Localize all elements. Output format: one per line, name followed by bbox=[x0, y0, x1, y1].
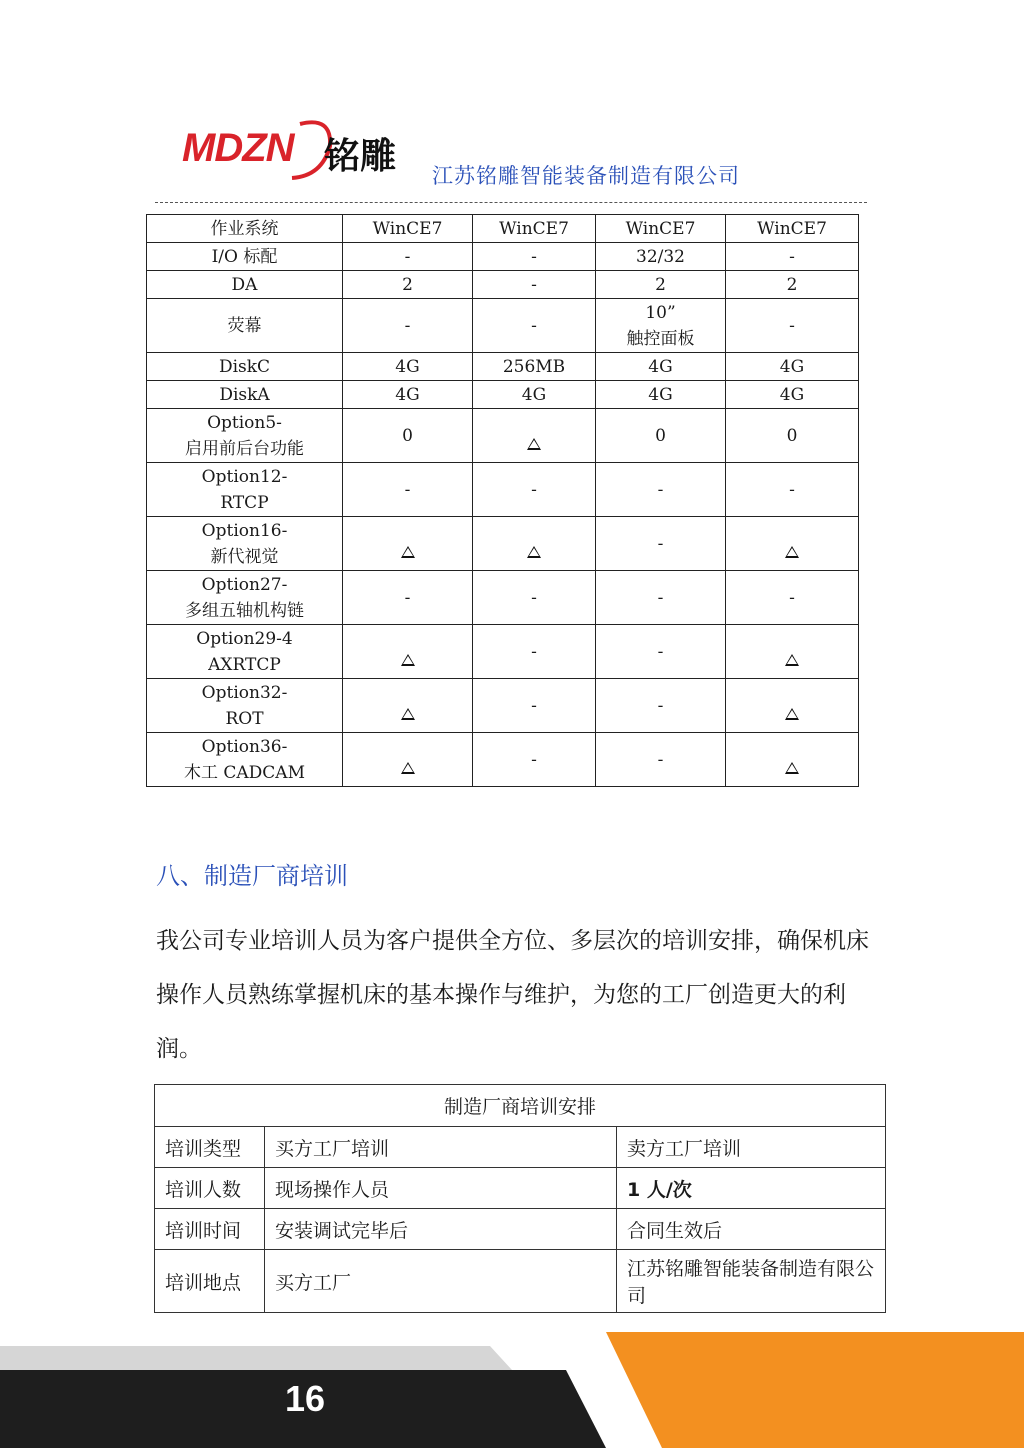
company-logo bbox=[182, 116, 412, 186]
spec-row-label bbox=[147, 733, 343, 787]
spec-row-label bbox=[147, 381, 343, 409]
spec-cell: WinCE7 bbox=[343, 215, 473, 243]
spec-label-line: 新代视觉 bbox=[210, 546, 279, 567]
spec-label-line: DA bbox=[231, 274, 258, 295]
spec-cell: 4G bbox=[596, 381, 726, 409]
training-cell: 买方工厂培训 bbox=[265, 1127, 617, 1168]
spec-row bbox=[147, 215, 859, 243]
spec-label-line: Option29-4 bbox=[196, 628, 293, 649]
spec-cell: 4G bbox=[596, 353, 726, 381]
spec-cell bbox=[473, 409, 596, 463]
training-row-label: 培训时间 bbox=[155, 1209, 265, 1250]
spec-cell: - bbox=[596, 625, 726, 679]
training-row bbox=[155, 1250, 886, 1313]
page-number: 16 bbox=[285, 1378, 326, 1419]
training-row bbox=[155, 1209, 886, 1250]
spec-label-line: Option36- bbox=[201, 736, 288, 757]
training-cell: 卖方工厂培训 bbox=[617, 1127, 886, 1168]
spec-cell: 4G bbox=[343, 353, 473, 381]
spec-cell: 0 bbox=[596, 409, 726, 463]
spec-cell: - bbox=[726, 243, 859, 271]
spec-cell bbox=[343, 733, 473, 787]
spec-label-line: AXRTCP bbox=[208, 654, 281, 675]
training-row bbox=[155, 1168, 886, 1209]
spec-label-line: Option27- bbox=[201, 574, 288, 595]
spec-label-line: Option32- bbox=[201, 682, 288, 703]
spec-row-label bbox=[147, 679, 343, 733]
logo-chinese: 铭雕 bbox=[324, 136, 397, 177]
spec-row-label bbox=[147, 271, 343, 299]
training-row-label: 培训类型 bbox=[155, 1127, 265, 1168]
spec-cell: 2 bbox=[726, 271, 859, 299]
spec-row bbox=[147, 299, 859, 353]
spec-row bbox=[147, 409, 859, 463]
spec-label-line: 启用前后台功能 bbox=[185, 438, 304, 459]
triangle-icon bbox=[401, 708, 415, 720]
triangle-icon bbox=[401, 762, 415, 774]
spec-label-line: 荧幕 bbox=[227, 315, 262, 336]
section-title: 八、制造厂商培训 bbox=[156, 862, 348, 890]
spec-cell: 2 bbox=[596, 271, 726, 299]
spec-cell: - bbox=[726, 571, 859, 625]
section-paragraph: 我公司专业培训人员为客户提供全方位、多层次的培训安排，确保机床操作人员熟练掌握机床的基本操作与维护，为您的工厂创造更大的利润。 bbox=[156, 928, 869, 1062]
spec-cell: - bbox=[473, 463, 596, 517]
spec-row bbox=[147, 243, 859, 271]
spec-cell: WinCE7 bbox=[596, 215, 726, 243]
spec-cell bbox=[343, 625, 473, 679]
spec-cell-value: 10” 触控面板 bbox=[626, 302, 695, 349]
spec-row-label bbox=[147, 571, 343, 625]
spec-row-label bbox=[147, 299, 343, 353]
spec-cell bbox=[596, 299, 726, 353]
spec-row bbox=[147, 733, 859, 787]
spec-row-label bbox=[147, 517, 343, 571]
spec-row bbox=[147, 463, 859, 517]
training-row bbox=[155, 1127, 886, 1168]
triangle-icon bbox=[401, 546, 415, 558]
spec-label-line: I/O 标配 bbox=[211, 246, 278, 267]
training-table bbox=[154, 1084, 886, 1313]
spec-cell: - bbox=[473, 571, 596, 625]
spec-cell bbox=[726, 517, 859, 571]
spec-cell: - bbox=[596, 733, 726, 787]
spec-cell: - bbox=[596, 517, 726, 571]
spec-row-label bbox=[147, 353, 343, 381]
spec-cell: 4G bbox=[343, 381, 473, 409]
spec-row-label bbox=[147, 625, 343, 679]
footer-band bbox=[0, 1330, 1024, 1448]
company-name: 江苏铭雕智能装备制造有限公司 bbox=[432, 164, 740, 188]
spec-row bbox=[147, 625, 859, 679]
spec-label-line: Option16- bbox=[201, 520, 288, 541]
training-cell: 买方工厂 bbox=[265, 1250, 617, 1313]
triangle-icon bbox=[527, 438, 541, 450]
spec-row-label bbox=[147, 409, 343, 463]
spec-label-line: 多组五轴机构链 bbox=[185, 600, 304, 621]
training-cell: 1 人/次 bbox=[617, 1168, 886, 1209]
spec-cell: 4G bbox=[473, 381, 596, 409]
spec-label-line: DiskC bbox=[218, 356, 271, 377]
footer-orange-band bbox=[606, 1332, 1024, 1448]
spec-cell: 0 bbox=[343, 409, 473, 463]
triangle-icon bbox=[785, 762, 799, 774]
training-cell: 安装调试完毕后 bbox=[265, 1209, 617, 1250]
spec-cell: 4G bbox=[726, 381, 859, 409]
spec-cell: - bbox=[473, 271, 596, 299]
triangle-icon bbox=[527, 546, 541, 558]
training-cell: 现场操作人员 bbox=[265, 1168, 617, 1209]
spec-row-label bbox=[147, 243, 343, 271]
spec-cell: 0 bbox=[726, 409, 859, 463]
spec-label-line: 木工 CADCAM bbox=[183, 762, 305, 783]
spec-cell: - bbox=[473, 299, 596, 353]
spec-label-line: ROT bbox=[225, 708, 264, 729]
spec-cell: - bbox=[343, 463, 473, 517]
spec-cell bbox=[343, 679, 473, 733]
spec-cell: - bbox=[473, 625, 596, 679]
spec-cell: - bbox=[726, 299, 859, 353]
training-table-caption: 制造厂商培训安排 bbox=[155, 1085, 886, 1127]
spec-row bbox=[147, 353, 859, 381]
spec-cell bbox=[343, 517, 473, 571]
spec-label-line: Option5- bbox=[207, 412, 282, 433]
spec-row bbox=[147, 271, 859, 299]
spec-row-label bbox=[147, 463, 343, 517]
footer-grey-strip bbox=[0, 1346, 512, 1370]
spec-cell: - bbox=[343, 571, 473, 625]
spec-label-line: 作业系统 bbox=[210, 218, 279, 239]
spec-cell: - bbox=[343, 243, 473, 271]
spec-label-line: DiskA bbox=[219, 384, 270, 405]
spec-cell: WinCE7 bbox=[726, 215, 859, 243]
spec-cell: - bbox=[596, 679, 726, 733]
training-cell: 江苏铭雕智能装备制造有限公司 bbox=[617, 1250, 886, 1313]
triangle-icon bbox=[785, 708, 799, 720]
header-divider bbox=[155, 202, 867, 203]
spec-cell: - bbox=[473, 243, 596, 271]
spec-cell: 256MB bbox=[473, 353, 596, 381]
training-row-label: 培训人数 bbox=[155, 1168, 265, 1209]
spec-cell: 2 bbox=[343, 271, 473, 299]
spec-cell: - bbox=[473, 679, 596, 733]
spec-cell: 32/32 bbox=[596, 243, 726, 271]
spec-cell: - bbox=[343, 299, 473, 353]
spec-cell bbox=[726, 625, 859, 679]
spec-row bbox=[147, 517, 859, 571]
spec-cell: - bbox=[596, 463, 726, 517]
spec-cell: 4G bbox=[726, 353, 859, 381]
triangle-icon bbox=[785, 546, 799, 558]
triangle-icon bbox=[785, 654, 799, 666]
spec-row bbox=[147, 381, 859, 409]
spec-table bbox=[146, 214, 859, 787]
spec-cell bbox=[473, 517, 596, 571]
spec-cell: - bbox=[726, 463, 859, 517]
logo-text: MDZN bbox=[182, 126, 294, 170]
spec-cell: WinCE7 bbox=[473, 215, 596, 243]
training-row-label: 培训地点 bbox=[155, 1250, 265, 1313]
spec-label-line: RTCP bbox=[220, 492, 269, 513]
spec-row bbox=[147, 679, 859, 733]
spec-label-line: Option12- bbox=[201, 466, 288, 487]
spec-row bbox=[147, 571, 859, 625]
spec-cell: - bbox=[473, 733, 596, 787]
spec-cell bbox=[726, 733, 859, 787]
spec-cell: - bbox=[596, 571, 726, 625]
spec-row-label bbox=[147, 215, 343, 243]
training-cell: 合同生效后 bbox=[617, 1209, 886, 1250]
triangle-icon bbox=[401, 654, 415, 666]
spec-cell bbox=[726, 679, 859, 733]
